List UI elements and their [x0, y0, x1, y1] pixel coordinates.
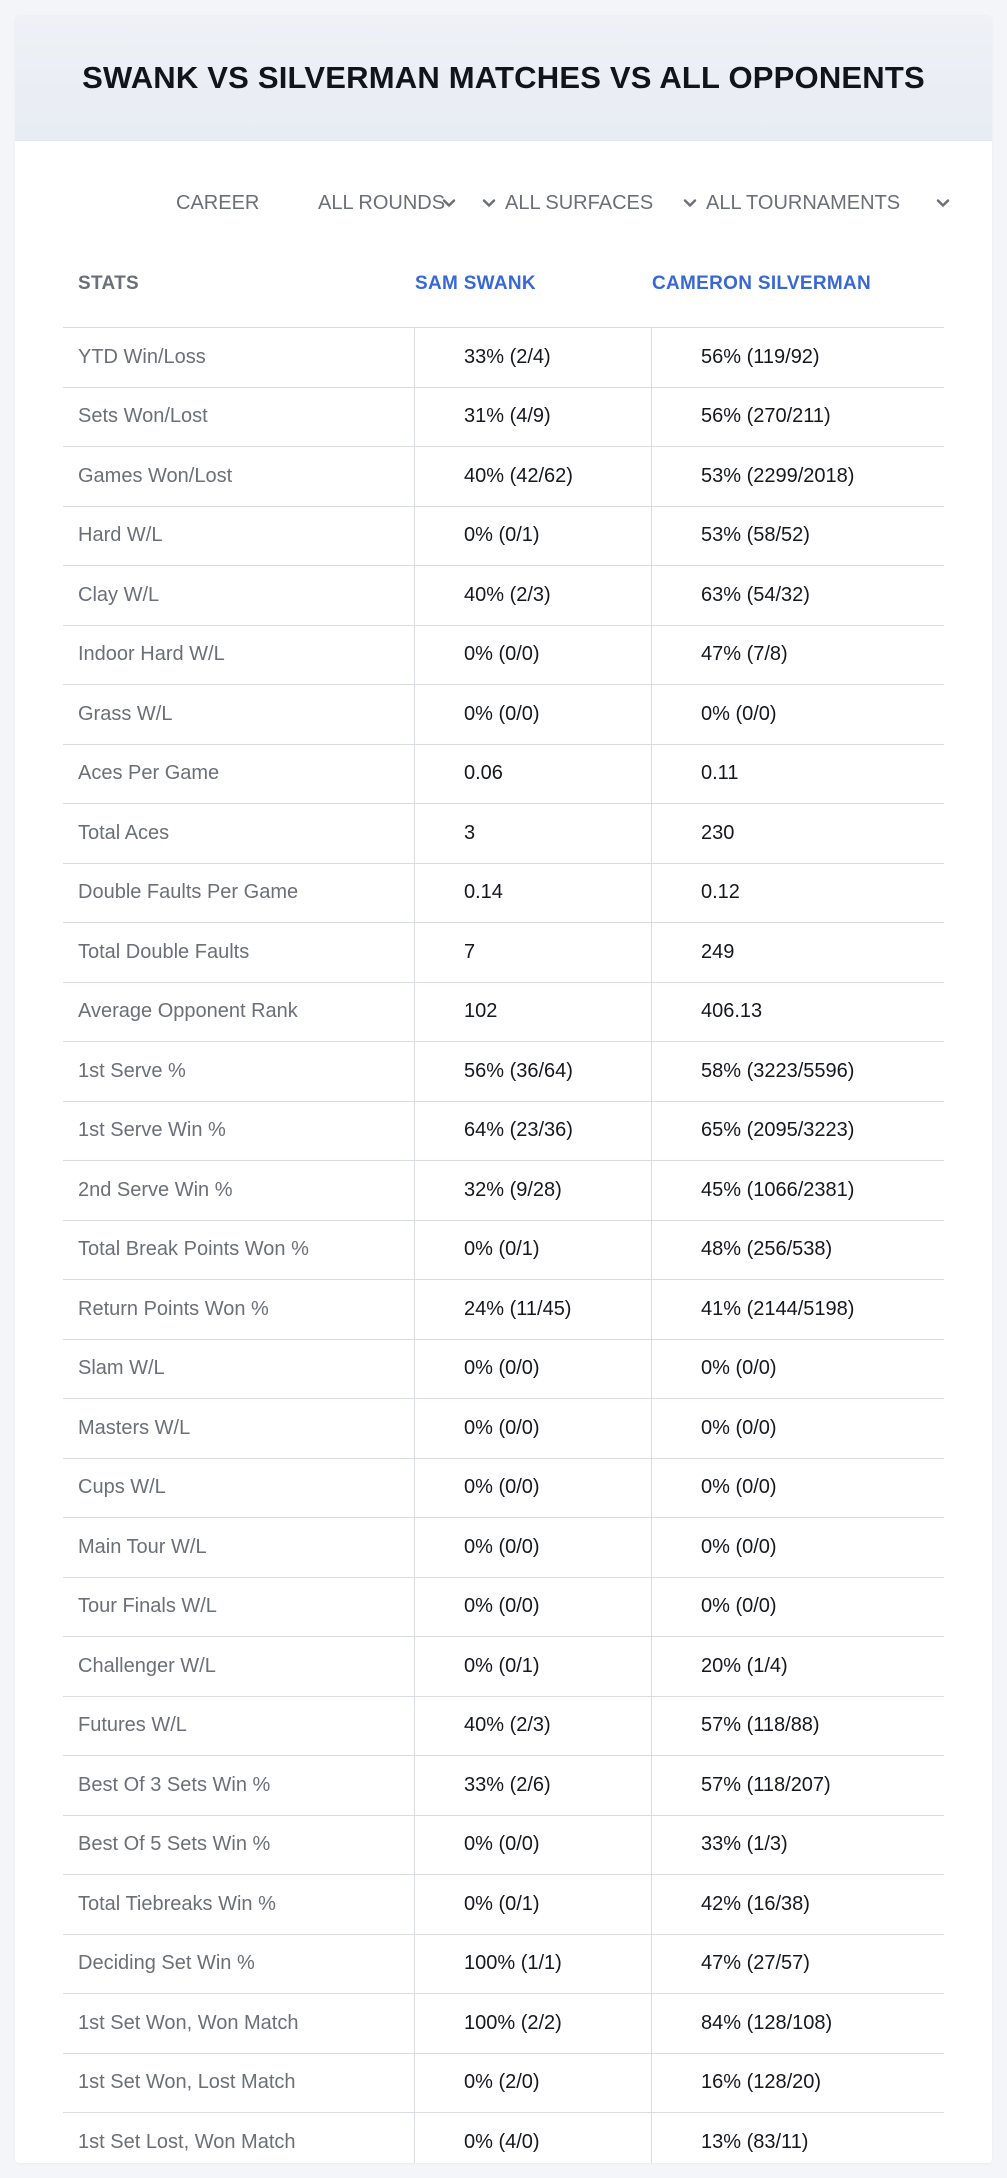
player2-value: 53% (58/52): [701, 524, 810, 547]
player2-value: 57% (118/207): [701, 1773, 831, 1796]
filter-label: CAREER: [176, 191, 260, 214]
player1-value: 40% (2/3): [464, 583, 551, 606]
player1-value: 0% (0/0): [464, 643, 540, 666]
player2-value: 0.12: [701, 881, 740, 904]
player2-value: 53% (2299/2018): [701, 464, 855, 487]
stat-label: Deciding Set Win %: [78, 1952, 255, 1975]
player1-value: 40% (2/3): [464, 1714, 551, 1737]
table-row: [63, 1161, 944, 1221]
player2-value: 47% (7/8): [701, 643, 788, 666]
player1-value: 33% (2/6): [464, 1773, 551, 1796]
table-row: [63, 507, 944, 567]
table-row: [63, 1042, 944, 1102]
filter-dropdown-period[interactable]: [176, 183, 259, 223]
player2-value: 48% (256/538): [701, 1238, 833, 1261]
table-row: [63, 983, 944, 1043]
player1-value: 0% (0/1): [464, 1892, 540, 1915]
table-row: [63, 1816, 944, 1876]
player2-value: 0% (0/0): [701, 1595, 777, 1618]
player1-value: 33% (2/4): [464, 345, 551, 368]
stat-label: Best Of 5 Sets Win %: [78, 1833, 271, 1856]
player1-value: 100% (1/1): [464, 1952, 562, 1975]
player1-value: 31% (4/9): [464, 405, 551, 428]
stat-label: Games Won/Lost: [78, 464, 233, 487]
table-row: [63, 685, 944, 745]
player1-value: 0% (0/0): [464, 1416, 540, 1439]
player1-value: 0% (0/0): [464, 1595, 540, 1618]
filter-bar: [15, 183, 992, 223]
player1-value: 40% (42/62): [464, 464, 573, 487]
stat-label: Masters W/L: [78, 1416, 191, 1439]
stat-label: Clay W/L: [78, 583, 160, 606]
player2-value: 0% (0/0): [701, 702, 777, 725]
filter-dropdown-surfaces[interactable]: [505, 183, 653, 223]
table-row: [63, 1221, 944, 1281]
stat-label: Indoor Hard W/L: [78, 643, 225, 666]
filter-dropdown-tournaments[interactable]: [706, 183, 900, 223]
table-row: [63, 745, 944, 805]
table-row: [63, 2113, 944, 2163]
filter-label: ALL SURFACES: [505, 191, 654, 214]
stat-label: Cups W/L: [78, 1476, 166, 1499]
table-row: [63, 864, 944, 924]
table-row: [63, 1280, 944, 1340]
table-row: [63, 447, 944, 507]
stat-label: 2nd Serve Win %: [78, 1178, 233, 1201]
stat-label: 1st Set Lost, Won Match: [78, 2130, 296, 2153]
stats-table: [63, 255, 944, 2163]
table-row: [63, 328, 944, 388]
stat-label: Challenger W/L: [78, 1654, 216, 1677]
filter-label: ALL TOURNAMENTS: [706, 191, 901, 214]
player2-value: 47% (27/57): [701, 1952, 810, 1975]
filter-dropdown-rounds[interactable]: [318, 183, 445, 223]
table-row: [63, 388, 944, 448]
chevron-down-icon: [481, 195, 497, 211]
table-row: [63, 1340, 944, 1400]
card-header: [15, 15, 992, 141]
stat-label: Total Tiebreaks Win %: [78, 1892, 276, 1915]
table-row: [63, 626, 944, 686]
stat-label: Grass W/L: [78, 702, 173, 725]
player2-value: 0% (0/0): [701, 1357, 777, 1380]
stat-label: Best Of 3 Sets Win %: [78, 1773, 271, 1796]
stat-label: Main Tour W/L: [78, 1535, 207, 1558]
player1-value: 0% (0/1): [464, 1654, 540, 1677]
player1-value: 0% (0/0): [464, 1357, 540, 1380]
table-row: [63, 1637, 944, 1697]
player1-value: 3: [464, 821, 476, 844]
player1-value: 24% (11/45): [464, 1297, 572, 1320]
stats-card: [15, 15, 992, 2163]
stat-label: Average Opponent Rank: [78, 1000, 298, 1023]
player2-value: 406.13: [701, 1000, 763, 1023]
table-row: [63, 1459, 944, 1519]
player2-value: 41% (2144/5198): [701, 1297, 855, 1320]
player2-value: 0.11: [701, 762, 739, 785]
stat-label: 1st Set Won, Won Match: [78, 2011, 299, 2034]
table-row: [63, 1578, 944, 1638]
player2-value: 56% (270/211): [701, 405, 831, 428]
stat-label: Slam W/L: [78, 1357, 165, 1380]
column-divider: [651, 327, 652, 2163]
player2-value: 0% (0/0): [701, 1535, 777, 1558]
column-header-stats: STATS: [78, 273, 139, 294]
table-row: [63, 923, 944, 983]
table-row: [63, 804, 944, 864]
player2-value: 65% (2095/3223): [701, 1119, 855, 1142]
filter-label: ALL ROUNDS: [318, 191, 446, 214]
column-header-player2[interactable]: CAMERON SILVERMAN: [652, 273, 872, 294]
stat-label: Tour Finals W/L: [78, 1595, 217, 1618]
stat-label: YTD Win/Loss: [78, 345, 206, 368]
player1-value: 0.14: [464, 881, 503, 904]
stat-label: Total Break Points Won %: [78, 1238, 309, 1261]
player1-value: 0% (0/0): [464, 1833, 540, 1856]
player2-value: 84% (128/108): [701, 2011, 833, 2034]
stat-label: 1st Serve Win %: [78, 1119, 226, 1142]
table-row: [63, 566, 944, 626]
player2-value: 58% (3223/5596): [701, 1059, 855, 1082]
player1-value: 0% (4/0): [464, 2130, 540, 2153]
table-header: [63, 255, 944, 328]
player2-value: 33% (1/3): [701, 1833, 788, 1856]
table-row: [63, 1875, 944, 1935]
table-row: [63, 1994, 944, 2054]
stat-label: Return Points Won %: [78, 1297, 269, 1320]
player1-value: 0% (0/0): [464, 1476, 540, 1499]
table-row: [63, 1399, 944, 1459]
stat-label: Total Double Faults: [78, 940, 250, 963]
column-header-player1[interactable]: SAM SWANK: [415, 273, 536, 294]
table-row: [63, 1935, 944, 1995]
column-divider: [414, 327, 415, 2163]
stat-label: Aces Per Game: [78, 762, 220, 785]
player2-value: 45% (1066/2381): [701, 1178, 855, 1201]
player1-value: 64% (23/36): [464, 1119, 573, 1142]
player1-value: 100% (2/2): [464, 2011, 562, 2034]
player2-value: 0% (0/0): [701, 1476, 777, 1499]
table-row: [63, 1697, 944, 1757]
stat-label: Total Aces: [78, 821, 170, 844]
table-body: [63, 328, 944, 2163]
player2-value: 57% (118/88): [701, 1714, 820, 1737]
table-row: [63, 1756, 944, 1816]
player1-value: 0% (2/0): [464, 2071, 540, 2094]
player2-value: 42% (16/38): [701, 1892, 810, 1915]
player1-value: 7: [464, 940, 476, 963]
table-row: [63, 1102, 944, 1162]
player2-value: 13% (83/11): [701, 2130, 809, 2153]
player1-value: 56% (36/64): [464, 1059, 573, 1082]
stat-label: Hard W/L: [78, 524, 163, 547]
player1-value: 0.06: [464, 762, 503, 785]
player2-value: 56% (119/92): [701, 345, 820, 368]
chevron-down-icon: [682, 195, 698, 211]
player2-value: 230: [701, 821, 735, 844]
player1-value: 0% (0/1): [464, 1238, 540, 1261]
player1-value: 0% (0/0): [464, 1535, 540, 1558]
stat-label: 1st Serve %: [78, 1059, 186, 1082]
player1-value: 32% (9/28): [464, 1178, 562, 1201]
player2-value: 63% (54/32): [701, 583, 810, 606]
table-row: [63, 1518, 944, 1578]
player2-value: 0% (0/0): [701, 1416, 777, 1439]
stat-label: Futures W/L: [78, 1714, 187, 1737]
player2-value: 249: [701, 940, 735, 963]
stat-label: Sets Won/Lost: [78, 405, 208, 428]
player1-value: 102: [464, 1000, 498, 1023]
player2-value: 16% (128/20): [701, 2071, 822, 2094]
page-title: SWANK VS SILVERMAN MATCHES VS ALL OPPONENTS: [82, 59, 925, 95]
stat-label: 1st Set Won, Lost Match: [78, 2071, 296, 2094]
table-row: [63, 2054, 944, 2114]
chevron-down-icon: [935, 195, 951, 211]
player1-value: 0% (0/1): [464, 524, 540, 547]
stat-label: Double Faults Per Game: [78, 881, 299, 904]
player2-value: 20% (1/4): [701, 1654, 788, 1677]
player1-value: 0% (0/0): [464, 702, 540, 725]
